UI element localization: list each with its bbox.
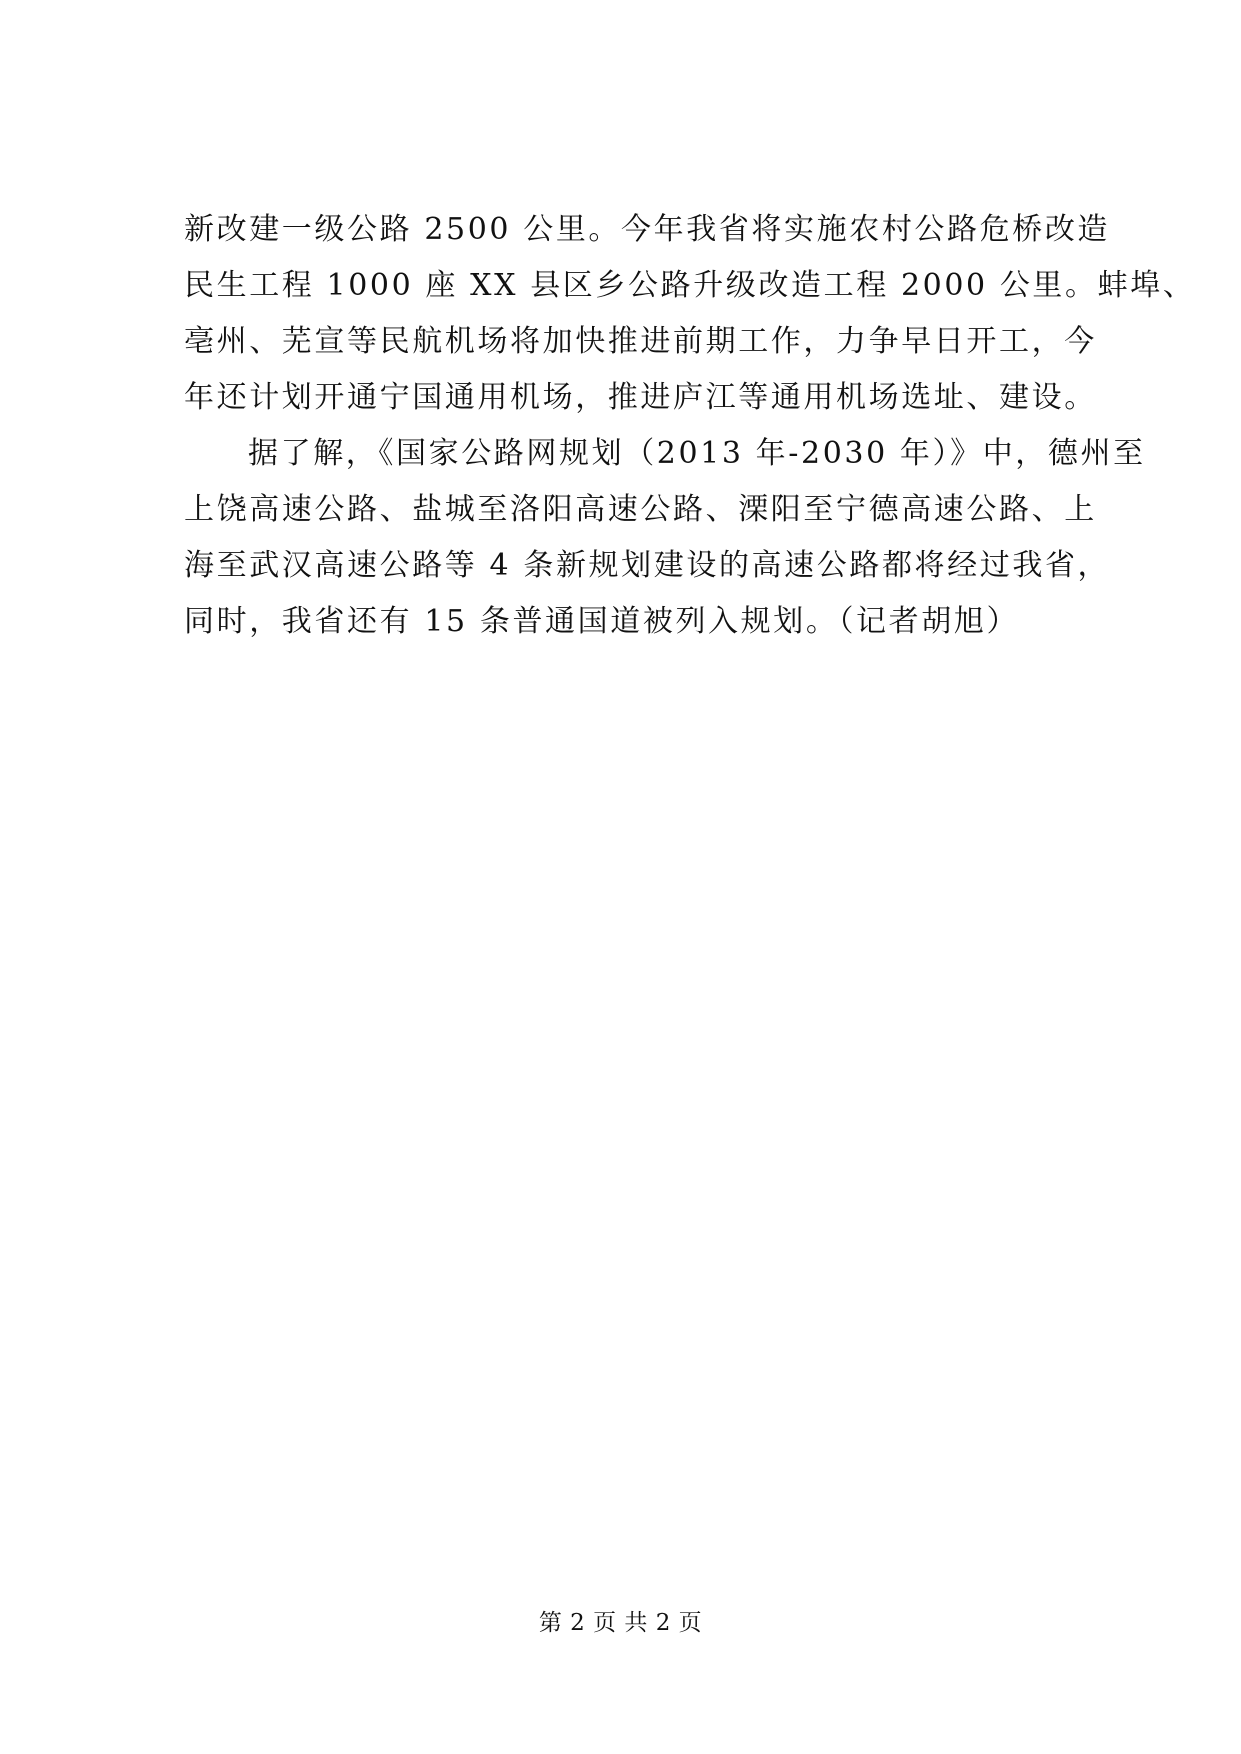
- paragraph-line: 据了解，《国家公路网规划（2013 年-2030 年）》中，德州至: [248, 436, 1146, 471]
- paragraph-line: 同时，我省还有 15 条普通国道被列入规划。（记者胡旭）: [184, 604, 1020, 639]
- paragraph-line: 上饶高速公路、盐城至洛阳高速公路、溧阳至宁德高速公路、上: [184, 492, 1097, 527]
- page-footer: 第 2 页 共 2 页: [538, 1610, 703, 1636]
- paragraph-line: 亳州、芜宣等民航机场将加快推进前期工作，力争早日开工，今: [184, 324, 1097, 359]
- paragraph-line: 民生工程 1000 座 XX 县区乡公路升级改造工程 2000 公里。蚌埠、: [184, 268, 1196, 303]
- paragraph-line: 海至武汉高速公路等 4 条新规划建设的高速公路都将经过我省，: [184, 548, 1111, 583]
- body-text: [184, 202, 1196, 650]
- paragraph-line: 新改建一级公路 2500 公里。今年我省将实施农村公路危桥改造: [184, 212, 1111, 247]
- paragraph-line: 年还计划开通宁国通用机场，推进庐江等通用机场选址、建设。: [184, 380, 1097, 415]
